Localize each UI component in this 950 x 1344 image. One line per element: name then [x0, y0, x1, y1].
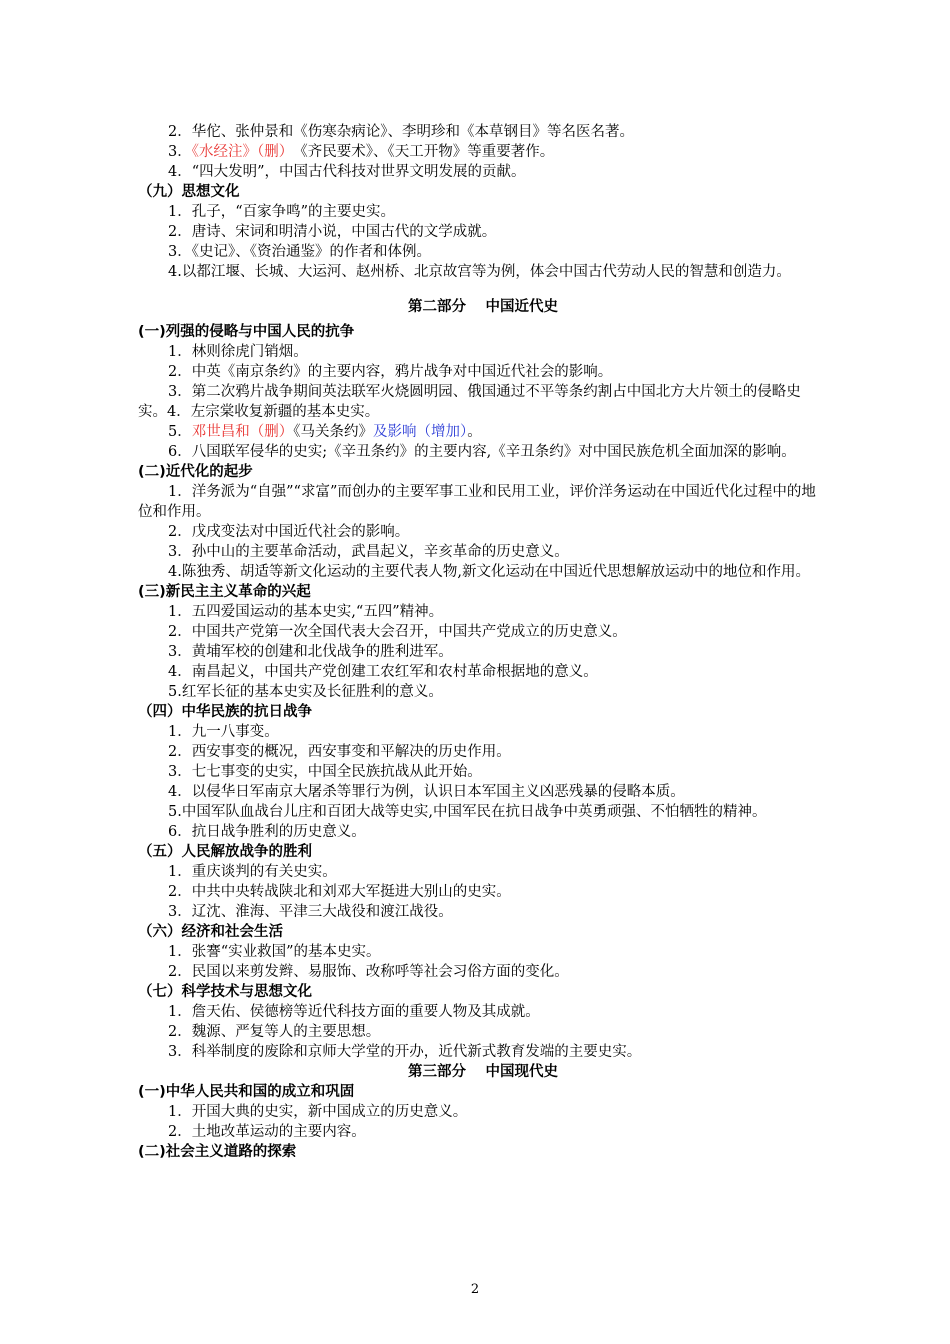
- list-item: 4.以都江堰、长城、大运河、赵州桥、北京故宫等为例，体会中国古代劳动人民的智慧和创造力。: [168, 264, 791, 280]
- section-heading: (二)社会主义道路的探索: [138, 1144, 297, 1160]
- list-item: 1．五四爱国运动的基本史实,“五四”精神。: [168, 604, 444, 620]
- list-item: 2．魏源、严复等人的主要思想。: [168, 1024, 381, 1040]
- section-heading: （六）经济和社会生活: [138, 924, 283, 940]
- page-number: 2: [470, 1282, 480, 1297]
- list-item: 3．辽沈、淮海、平津三大战役和渡江战役。: [168, 904, 453, 920]
- list-item: 1．九一八事变。: [168, 724, 279, 740]
- list-item: 3．科举制度的废除和京师大学堂的开办，近代新式教育发端的主要史实。: [168, 1044, 642, 1060]
- list-item: 1．开国大典的史实，新中国成立的历史意义。: [168, 1104, 468, 1120]
- list-item: 2．土地改革运动的主要内容。: [168, 1124, 366, 1140]
- section-heading: （四）中华民族的抗日战争: [138, 704, 312, 720]
- list-item: 2．西安事变的概况，西安事变和平解决的历史作用。: [168, 744, 511, 760]
- list-item: 1．孔子，“百家争鸣”的主要史实。: [168, 204, 396, 220]
- list-item: 3．七七事变的史实，中国全民族抗战从此开始。: [168, 764, 482, 780]
- item-text-end: 。: [467, 424, 482, 440]
- list-item: [138, 422, 828, 442]
- list-item: 4．南昌起义，中国共产党创建工农红军和农村革命根据地的意义。: [168, 664, 598, 680]
- section-heading: (一)列强的侵略与中国人民的抗争: [138, 324, 355, 340]
- document-body: [138, 122, 828, 1162]
- list-item: 4．“四大发明”，中国古代科技对世界文明发展的贡献。: [168, 164, 526, 180]
- section-heading: (三)新民主主义革命的兴起: [138, 584, 311, 600]
- list-item: 4．以侵华日军南京大屠杀等罪行为例，认识日本军国主义凶恶残暴的侵略本质。: [168, 784, 685, 800]
- part-title: 第三部分 中国现代史: [407, 1064, 559, 1080]
- section-heading: (一)中华人民共和国的成立和巩固: [138, 1084, 355, 1100]
- list-item: [138, 142, 828, 162]
- list-item: 1．詹天佑、侯德榜等近代科技方面的重要人物及其成就。: [168, 1004, 540, 1020]
- list-item: 1．林则徐虎门销烟。: [168, 344, 308, 360]
- added-text: 及影响（增加）: [372, 424, 468, 440]
- list-item: 2．戊戌变法对中国近代社会的影响。: [168, 524, 410, 540]
- list-item: 1．重庆谈判的有关史实。: [168, 864, 337, 880]
- list-item: 2．唐诗、宋词和明清小说，中国古代的文学成就。: [168, 224, 497, 240]
- item-text: 《马关条约》: [293, 424, 373, 440]
- list-item: 1．张謇“实业救国”的基本史实。: [168, 944, 381, 960]
- list-item: 6．抗日战争胜利的历史意义。: [168, 824, 366, 840]
- list-item: 2．中英《南京条约》的主要内容，鸦片战争对中国近代社会的影响。: [168, 364, 613, 380]
- list-item: 5.中国军队血战台儿庄和百团大战等史实,中国军民在抗日战争中英勇顽强、不怕牺牲的精神。: [168, 804, 767, 820]
- deleted-text: 《水经注》（删）: [191, 144, 286, 160]
- list-item: 2．中国共产党第一次全国代表大会召开，中国共产党成立的历史意义。: [168, 624, 627, 640]
- item-number: 5．: [168, 424, 192, 440]
- part-title: 第二部分 中国近代史: [407, 299, 559, 315]
- section-heading: （九）思想文化: [138, 184, 240, 200]
- list-item: 3．《史记》、《资治通鉴》的作者和体例。: [168, 244, 431, 260]
- list-item: 4.陈独秀、胡适等新文化运动的主要代表人物,新文化运动在中国近代思想解放运动中的地位和作用。: [168, 564, 810, 580]
- section-heading: （七）科学技术与思想文化: [138, 984, 312, 1000]
- list-item: 2．华佗、张仲景和《伤寒杂病论》、李明珍和《本草钢目》等名医名著。: [168, 124, 634, 140]
- item-text: 《齐民要术》、《天工开物》等重要著作。: [285, 144, 555, 160]
- list-item: 2．民国以来剪发辫、易服饰、改称呼等社会习俗方面的变化。: [168, 964, 569, 980]
- section-heading: (二)近代化的起步: [138, 464, 253, 480]
- list-item: 3．第二次鸦片战争期间英法联军火烧圆明园、俄国通过不平等条约割占中国北方大片领土的侵略史实。4．左宗棠收复新疆的基本史实。: [138, 384, 801, 420]
- deleted-text: 邓世昌和（删）: [191, 424, 294, 440]
- list-item: 1．洋务派为“自强”“求富”而创办的主要军事工业和民用工业，评价洋务运动在中国近代化过程中的地位和作用。: [138, 484, 816, 520]
- section-heading: （五）人民解放战争的胜利: [138, 844, 312, 860]
- list-item: 5.红军长征的基本史实及长征胜利的意义。: [168, 684, 443, 700]
- list-item: 2．中共中央转战陕北和刘邓大军挺进大别山的史实。: [168, 884, 511, 900]
- item-number: 3．: [168, 144, 192, 160]
- list-item: 3．黄埔军校的创建和北伐战争的胜利进军。: [168, 644, 453, 660]
- list-item: 3．孙中山的主要革命活动，武昌起义，辛亥革命的历史意义。: [168, 544, 569, 560]
- list-item: 6．八国联军侵华的史实;《辛丑条约》的主要内容,《辛丑条约》对中国民族危机全面加深的影响。: [168, 444, 796, 460]
